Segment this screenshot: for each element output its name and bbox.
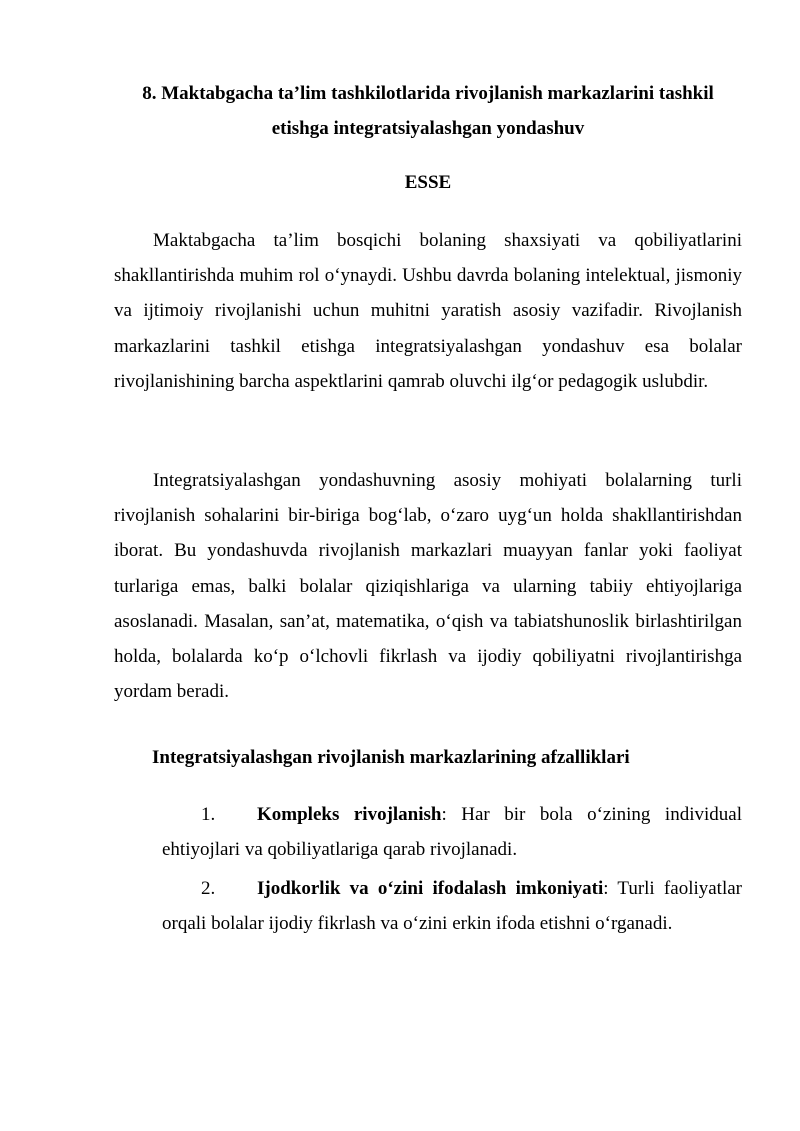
list-item-term: Kompleks rivojlanish [257, 804, 442, 825]
paragraph-intro: Maktabgacha ta’lim bosqichi bolaning shaxsiyati va qobiliyatlarini shakllantirishda muhim rol o‘ynaydi. Ushbu davrda bolaning intelektual, jismoniy va ijtimoiy rivojlanishi uchun muhitni yaratish asosiy vazifadir. Rivojlanish markazlarini tashkil etishga integratsiyalashgan yondashuv esa bolalar rivojlanishining barcha aspektlarini qamrab oluvchi ilg‘or pedagogik uslubdir. [114, 230, 742, 392]
paragraph-essence: Integratsiyalashgan yondashuvning asosiy mohiyati bolalarning turli rivojlanish sohalarini bir-biriga bog‘lab, o‘zaro uyg‘un holda shakllantirishdan iborat. Bu yondashuvda rivojlanish markazlari muayyan fanlar yoki faoliyat turlariga emas, balki bolalar qiziqishlariga va ularning tabiiy ehtiyojlariga asoslanadi. Masalan, san’at, matematika, o‘qish va tabiatshunoslik birlashtirilgan holda, bolalarda ko‘p o‘lchovli fikrlash va ijodiy qobiliyatni rivojlantirishga yordam beradi. [114, 470, 742, 703]
list-item-term: Ijodkorlik va o‘zini ifodalash imkoniyati [257, 878, 604, 899]
list-item-text: : Har bir bola o‘zining individual ehtiyojlari va qobiliyatlariga qarab rivojlanadi. [162, 804, 742, 860]
list-item [162, 871, 742, 941]
list-item-number: 2. [201, 878, 216, 899]
list-item-text: : Turli faoliyatlar orqali bolalar ijodiy fikrlash va o‘zini erkin ifoda etishni o‘rganadi. [162, 878, 743, 934]
list-item-number: 1. [201, 804, 216, 825]
section-heading: Integratsiyalashgan rivojlanish markazlarining afzalliklari [152, 747, 630, 768]
document-subtitle: ESSE [404, 172, 452, 193]
list-item [162, 797, 742, 867]
document-title: 8. Maktabgacha ta’lim tashkilotlarida rivojlanish markazlarini tashkil etishga integratsiyalashgan yondashuv [142, 83, 714, 139]
